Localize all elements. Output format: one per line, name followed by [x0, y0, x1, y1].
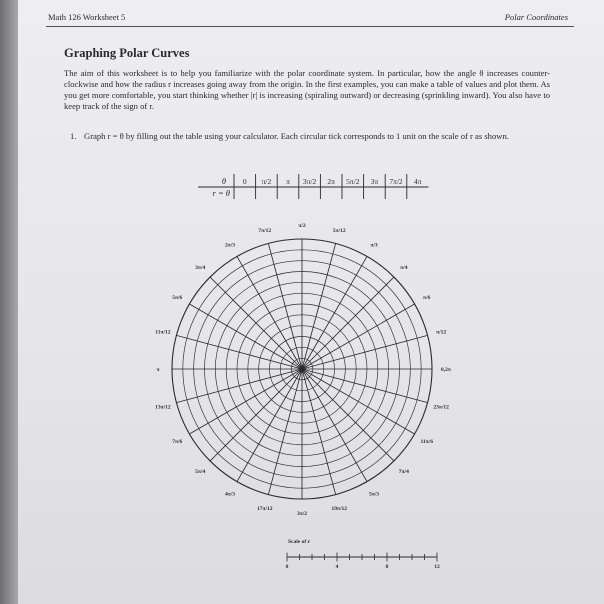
scale-tick-label: 4 [335, 564, 339, 570]
polar-ray [302, 256, 367, 369]
r-scale [286, 539, 440, 570]
polar-angle-label: 4π/3 [224, 491, 236, 498]
polar-ray [189, 304, 302, 369]
scale-tick-label: 12 [434, 564, 440, 570]
value-table [198, 174, 428, 199]
section-title: Graphing Polar Curves [64, 46, 190, 60]
polar-angle-label: 0,2π [441, 367, 451, 373]
header-course: Math 126 Worksheet 5 [48, 12, 126, 22]
problem-text: Graph r = θ by filling out the table using your calculator. Each circular tick corresponds to 1 unit on the scale of r as shown. [84, 131, 509, 141]
scale-tick-label: 8 [385, 564, 389, 570]
polar-angle-label: π/2 [298, 223, 306, 229]
polar-angle-label: 3π/2 [296, 511, 308, 517]
polar-angle-label: 5π/3 [368, 491, 380, 498]
scale-label: Scale of r [288, 539, 310, 545]
polar-ray [237, 369, 302, 482]
intro-paragraph: The aim of this worksheet is to help you familiarize with the polar coordinate system. In particular, how the angle θ increases counter-clockwise and how the radius r increases going away from the origin. In the first examples, you can make a table of values and plot them. As you get more comfortable, you start thinking whether |r| is increasing (spiraling outward) or decreasing (sprinkling inward). You also have to keep track of the sign of r. [64, 68, 550, 111]
table-theta-cell: 4π [413, 177, 422, 186]
table-theta-cell: 7π/2 [389, 177, 403, 186]
table-theta-cell: 3π/2 [302, 177, 317, 186]
polar-grid [155, 223, 451, 517]
polar-angle-label: 5π/6 [172, 295, 183, 301]
polar-ray [302, 369, 415, 434]
polar-angle-label: 23π/12 [433, 404, 449, 411]
polar-angle-label: 3π/4 [195, 265, 206, 272]
polar-angle-label: 7π/6 [172, 439, 183, 445]
scale-tick-label: 0 [285, 564, 289, 570]
header-topic: Polar Coordinates [504, 12, 568, 22]
polar-angle-label: 17π/12 [256, 506, 273, 513]
table-theta-cell: 2π [327, 177, 335, 186]
polar-angle-label: 5π/12 [332, 227, 346, 234]
polar-angle-label: 13π/12 [155, 404, 171, 411]
table-theta-cell: 3π [370, 177, 379, 186]
polar-ray [189, 369, 302, 434]
polar-angle-label: π [156, 367, 160, 373]
table-theta-cell: π [286, 177, 290, 186]
polar-ray [237, 256, 302, 369]
polar-angle-label: 5π/4 [195, 468, 206, 475]
polar-ray [302, 369, 394, 461]
problem-number: 1. [70, 131, 77, 141]
polar-ray [210, 277, 302, 369]
polar-angle-label: 2π/3 [224, 242, 236, 249]
polar-angle-label: 7π/12 [258, 227, 272, 234]
table-theta-cell: 0 [242, 177, 247, 186]
polar-ray [210, 369, 302, 461]
polar-angle-label: π/6 [423, 295, 431, 301]
polar-ray [302, 304, 415, 369]
polar-angle-label: π/12 [436, 329, 447, 336]
polar-angle-label: 11π/6 [420, 439, 433, 445]
table-r-header: r = θ [212, 188, 230, 198]
table-theta-header: θ [221, 176, 226, 186]
polar-angle-label: π/3 [370, 242, 378, 249]
table-theta-cell: π/2 [261, 177, 272, 186]
polar-ray [302, 277, 394, 369]
polar-angle-label: π/4 [400, 265, 408, 272]
polar-angle-label: 19π/12 [331, 506, 348, 513]
polar-ray [302, 369, 367, 482]
polar-angle-label: 11π/12 [155, 329, 171, 336]
polar-angle-label: 7π/4 [398, 468, 409, 475]
polar-origin [300, 367, 305, 372]
table-theta-cell: 5π/2 [346, 177, 360, 186]
